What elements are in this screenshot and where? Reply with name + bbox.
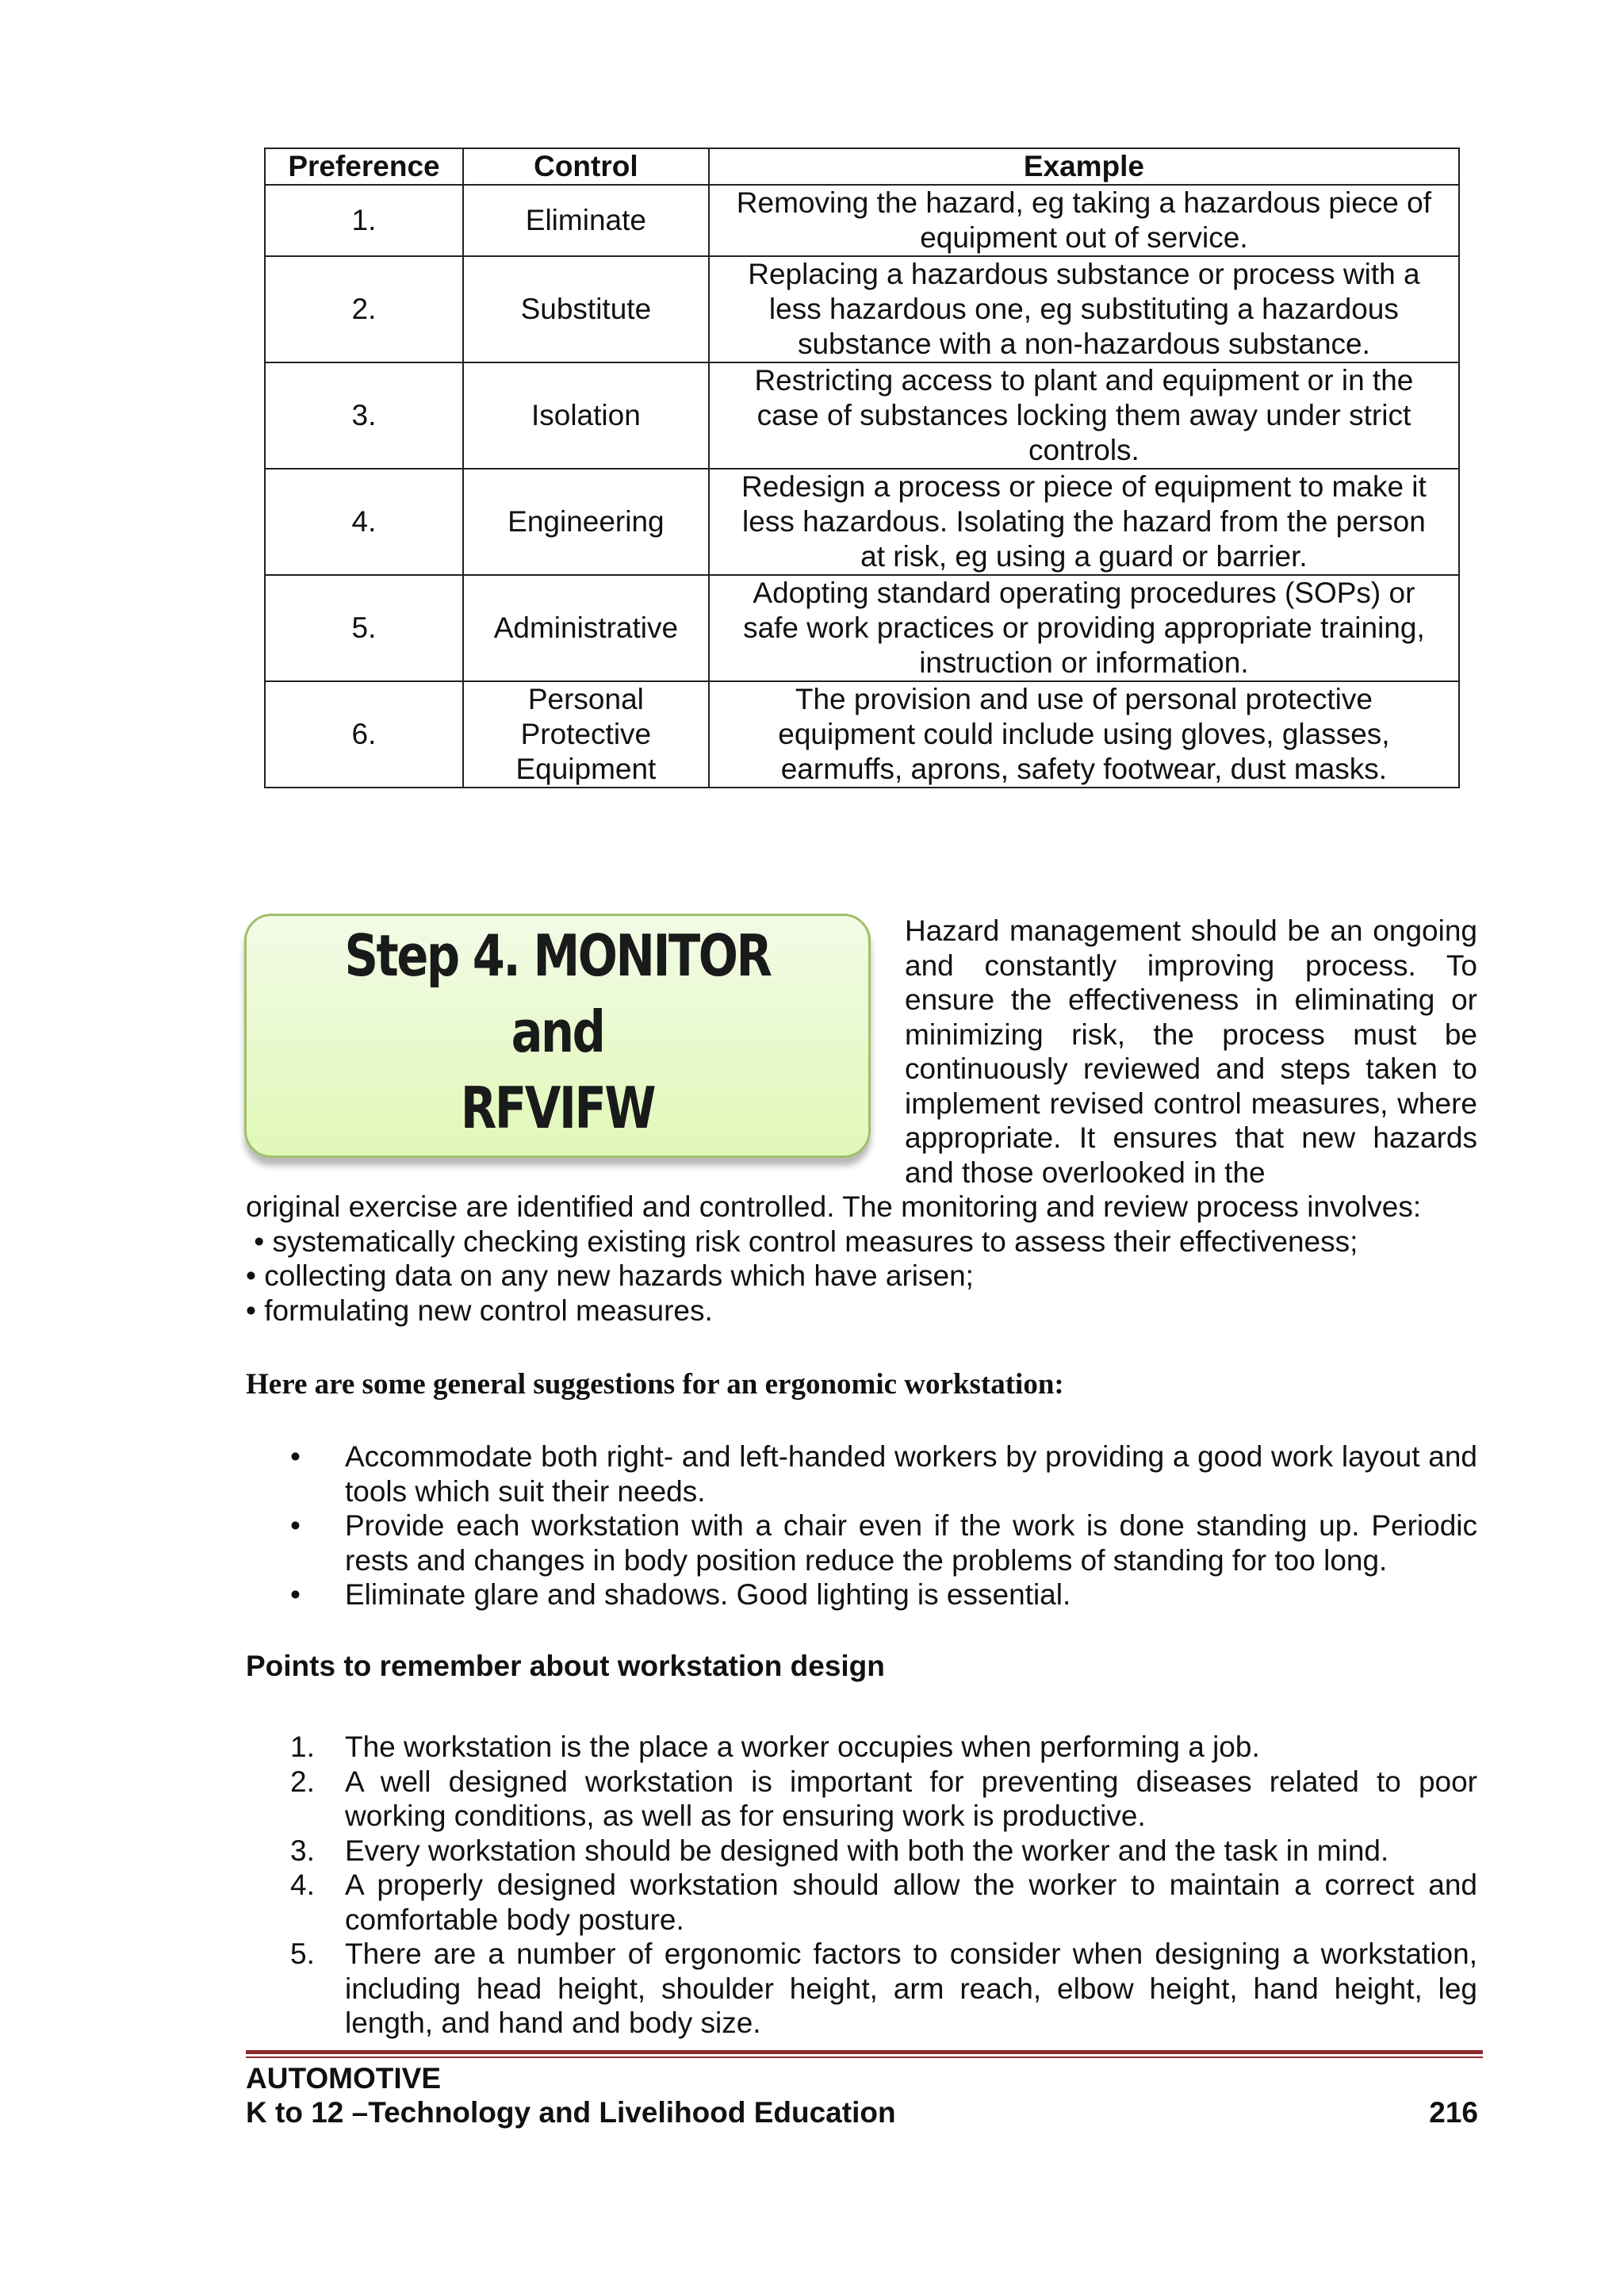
list-item-text: Accommodate both right- and left-handed workers by providing a good work layout and tools which suit their needs. [345, 1440, 1477, 1508]
workstation-points-list [246, 1730, 1477, 2041]
header-control: Control [463, 148, 709, 185]
preference-cell: 3. [265, 362, 463, 469]
example-cell: Adopting standard operating procedures (SOPs) or safe work practices or providing appropriate training, instruction or information. [709, 575, 1459, 681]
control-cell: Personal Protective Equipment [463, 681, 709, 788]
list-item [246, 1868, 1477, 1937]
preference-cell: 4. [265, 469, 463, 575]
item-number: 1. [290, 1731, 315, 1763]
table-row [265, 185, 1459, 256]
list-item: • formulating new control measures. [246, 1294, 713, 1327]
preference-cell: 5. [265, 575, 463, 681]
ergonomic-suggestions-list [246, 1439, 1477, 1612]
list-item-text: There are a number of ergonomic factors to consider when designing a workstation, including head height, shoulder height, arm reach, elbow height, hand height, leg length, and hand and body size. [345, 1938, 1477, 2039]
example-cell: Replacing a hazardous substance or process with a less hazardous one, eg substituting a hazardous substance with a non-hazardous substance. [709, 256, 1459, 362]
bullet-marker: • [290, 1578, 301, 1611]
preference-cell: 6. [265, 681, 463, 788]
example-cell: Removing the hazard, eg taking a hazardous piece of equipment out of service. [709, 185, 1459, 256]
header-example: Example [709, 148, 1459, 185]
example-cell: Redesign a process or piece of equipment to make it less hazardous. Isolating the hazard from the person at risk, eg using a guard or barrier. [709, 469, 1459, 575]
control-cell: Isolation [463, 362, 709, 469]
example-cell: Restricting access to plant and equipment or in the case of substances locking them away under strict controls. [709, 362, 1459, 469]
item-number: 5. [290, 1938, 315, 1970]
bullet-marker: • [290, 1509, 301, 1542]
bullet-marker: • [290, 1440, 301, 1473]
list-item [246, 1765, 1477, 1834]
ergonomic-heading: Here are some general suggestions for an ergonomic workstation: [246, 1368, 1064, 1401]
preference-cell: 2. [265, 256, 463, 362]
list-item [246, 1730, 1477, 1765]
list-item-text: Every workstation should be designed with both the worker and the task in mind. [345, 1834, 1389, 1867]
step-title-line-1: Step 4. MONITOR [344, 922, 771, 989]
table-header-row [265, 148, 1459, 185]
list-item: • collecting data on any new hazards which have arisen; [246, 1259, 974, 1292]
list-item: • systematically checking existing risk control measures to assess their effectiveness; [246, 1225, 1358, 1258]
control-cell: Administrative [463, 575, 709, 681]
table-row [265, 256, 1459, 362]
control-cell: Engineering [463, 469, 709, 575]
points-heading: Points to remember about workstation design [246, 1650, 885, 1682]
paragraph-continuation: original exercise are identified and controlled. The monitoring and review process involves: [246, 1190, 1422, 1223]
list-item-text: A properly designed workstation should allow the worker to maintain a correct and comfortable body posture. [345, 1869, 1477, 1936]
list-item-text: Eliminate glare and shadows. Good lighting is essential. [345, 1578, 1071, 1611]
control-cell: Substitute [463, 256, 709, 362]
footer-course: K to 12 –Technology and Livelihood Education [246, 2096, 896, 2129]
step-title-line-3: RFVIFW [460, 1075, 655, 1141]
item-number: 4. [290, 1869, 315, 1901]
table-row [265, 469, 1459, 575]
table-row [265, 362, 1459, 469]
list-item-text: Provide each workstation with a chair even if the work is done standing up. Periodic rests and changes in body position reduce the problems of standing for too long. [345, 1509, 1477, 1577]
list-item [246, 1834, 1477, 1869]
list-item [246, 1937, 1477, 2041]
monitor-intro-paragraph: Hazard management should be an ongoing and constantly improving process. To ensure the effectiveness in eliminating or minimizing risk, the process must be continuously reviewed and steps taken to implement revised control measures, where appropriate. It ensures that new hazards and those overlooked in the [905, 914, 1477, 1189]
list-item-text: A well designed workstation is important for preventing diseases related to poor working conditions, as well as for ensuring work is productive. [345, 1765, 1477, 1832]
table-row [265, 681, 1459, 788]
list-item-text: The workstation is the place a worker occupies when performing a job. [345, 1731, 1260, 1763]
hazard-control-table [264, 148, 1460, 788]
monitor-continuation [246, 1190, 1483, 1328]
list-item [246, 1508, 1477, 1577]
item-number: 2. [290, 1765, 315, 1798]
list-item [246, 1439, 1477, 1508]
preference-cell: 1. [265, 185, 463, 256]
list-item [246, 1577, 1477, 1612]
footer-subject: AUTOMOTIVE [246, 2062, 441, 2095]
page-number: 216 [1429, 2096, 1478, 2129]
example-cell: The provision and use of personal protective equipment could include using gloves, glasses, earmuffs, aprons, safety footwear, dust masks. [709, 681, 1459, 788]
table-row [265, 575, 1459, 681]
step-callout [244, 914, 871, 1158]
item-number: 3. [290, 1834, 315, 1867]
step-title-line-2: and [511, 999, 604, 1065]
control-cell: Eliminate [463, 185, 709, 256]
header-preference: Preference [265, 148, 463, 185]
footer-divider [246, 2050, 1483, 2058]
